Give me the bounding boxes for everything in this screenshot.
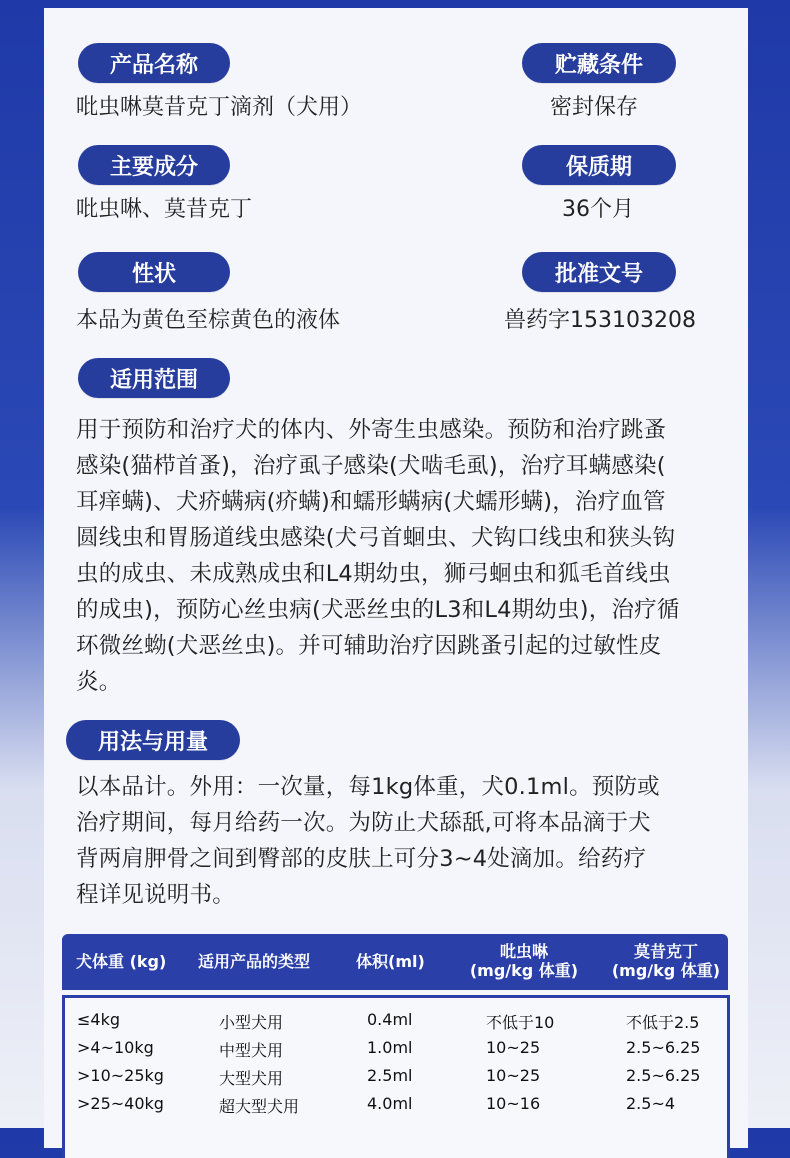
cell-weight: >4~10kg bbox=[77, 1038, 154, 1057]
cell-weight: >10~25kg bbox=[77, 1066, 164, 1085]
dosage-text bbox=[76, 769, 726, 913]
table-row bbox=[65, 1066, 727, 1094]
indications-line: 圆线虫和胃肠道线虫感染(犬弓首蛔虫、犬钩口线虫和狭头钩 bbox=[76, 525, 676, 551]
dosage-line: 背两肩胛骨之间到臀部的皮肤上可分3~4处滴加。给药疗 bbox=[76, 846, 647, 872]
indications-line: 炎。 bbox=[76, 669, 122, 695]
approval-value: 兽药字153103208 bbox=[504, 308, 696, 333]
indications-line: 的成虫)，预防心丝虫病(犬恶丝虫的L3和L4期幼虫)，治疗循 bbox=[76, 597, 680, 623]
dosage-table-header bbox=[62, 934, 728, 990]
cell-volume: 1.0ml bbox=[367, 1038, 413, 1057]
header-volume: 体积(ml) bbox=[356, 952, 425, 971]
cell-volume: 2.5ml bbox=[367, 1066, 413, 1085]
cell-type: 中型犬用 bbox=[219, 1041, 284, 1060]
indications-line: 感染(猫栉首蚤)，治疗虱子感染(犬啮毛虱)，治疗耳螨感染( bbox=[76, 453, 666, 479]
cell-weight: >25~40kg bbox=[77, 1094, 164, 1113]
header-imidacloprid-unit: (mg/kg 体重) bbox=[469, 961, 579, 980]
cell-type: 小型犬用 bbox=[219, 1013, 284, 1032]
ingredients-label: 主要成分 bbox=[78, 145, 230, 185]
cell-moxidectin: 不低于2.5 bbox=[626, 1013, 700, 1032]
appearance-value: 本品为黄色至棕黄色的液体 bbox=[76, 308, 341, 333]
indications-line: 虫的成虫、未成熟成虫和L4期幼虫，狮弓蛔虫和狐毛首线虫 bbox=[76, 561, 671, 587]
cell-imidacloprid: 10~25 bbox=[486, 1038, 541, 1057]
product-name-label: 产品名称 bbox=[78, 43, 230, 83]
dosage-line: 治疗期间，每月给药一次。为防止犬舔舐,可将本品滴于犬 bbox=[76, 810, 651, 836]
header-type: 适用产品的类型 bbox=[198, 952, 311, 971]
header-moxidectin-unit: (mg/kg 体重) bbox=[611, 961, 721, 980]
shelf-life-value: 36个月 bbox=[562, 197, 634, 222]
ingredients-value: 吡虫啉、莫昔克丁 bbox=[76, 197, 253, 222]
appearance-label: 性状 bbox=[78, 252, 230, 292]
cell-moxidectin: 2.5~4 bbox=[626, 1094, 676, 1113]
cell-volume: 4.0ml bbox=[367, 1094, 413, 1113]
storage-label: 贮藏条件 bbox=[522, 43, 676, 83]
indications-line: 环微丝蚴(犬恶丝虫)。并可辅助治疗因跳蚤引起的过敏性皮 bbox=[76, 633, 662, 659]
indications-label: 适用范围 bbox=[78, 358, 230, 398]
table-row bbox=[65, 1010, 727, 1038]
indications-text bbox=[76, 412, 726, 700]
dosage-line: 程详见说明书。 bbox=[76, 882, 235, 908]
header-weight: 犬体重 (kg) bbox=[76, 952, 167, 971]
indications-line: 耳痒螨)、犬疥螨病(疥螨)和蠕形螨病(犬蠕形螨)，治疗血管 bbox=[76, 489, 666, 515]
header-moxidectin: 莫昔克丁 bbox=[633, 942, 698, 961]
cell-imidacloprid: 10~16 bbox=[486, 1094, 541, 1113]
dosage-label: 用法与用量 bbox=[66, 720, 240, 760]
storage-value: 密封保存 bbox=[550, 95, 639, 120]
dosage-line: 以本品计。外用：一次量，每1kg体重，犬0.1ml。预防或 bbox=[76, 774, 660, 800]
indications-line: 用于预防和治疗犬的体内、外寄生虫感染。预防和治疗跳蚤 bbox=[76, 417, 667, 443]
dosage-table-body bbox=[62, 995, 730, 1158]
approval-label: 批准文号 bbox=[522, 252, 676, 292]
table-row bbox=[65, 1094, 727, 1122]
cell-volume: 0.4ml bbox=[367, 1010, 413, 1029]
cell-weight: ≤4kg bbox=[77, 1010, 121, 1029]
table-row bbox=[65, 1038, 727, 1066]
cell-imidacloprid: 10~25 bbox=[486, 1066, 541, 1085]
product-name-value: 吡虫啉莫昔克丁滴剂（犬用） bbox=[76, 95, 363, 120]
cell-moxidectin: 2.5~6.25 bbox=[626, 1038, 701, 1057]
cell-type: 超大型犬用 bbox=[219, 1097, 300, 1116]
cell-imidacloprid: 不低于10 bbox=[486, 1013, 555, 1032]
cell-type: 大型犬用 bbox=[219, 1069, 284, 1088]
cell-moxidectin: 2.5~6.25 bbox=[626, 1066, 701, 1085]
shelf-life-label: 保质期 bbox=[522, 145, 676, 185]
header-imidacloprid: 吡虫啉 bbox=[499, 942, 548, 961]
